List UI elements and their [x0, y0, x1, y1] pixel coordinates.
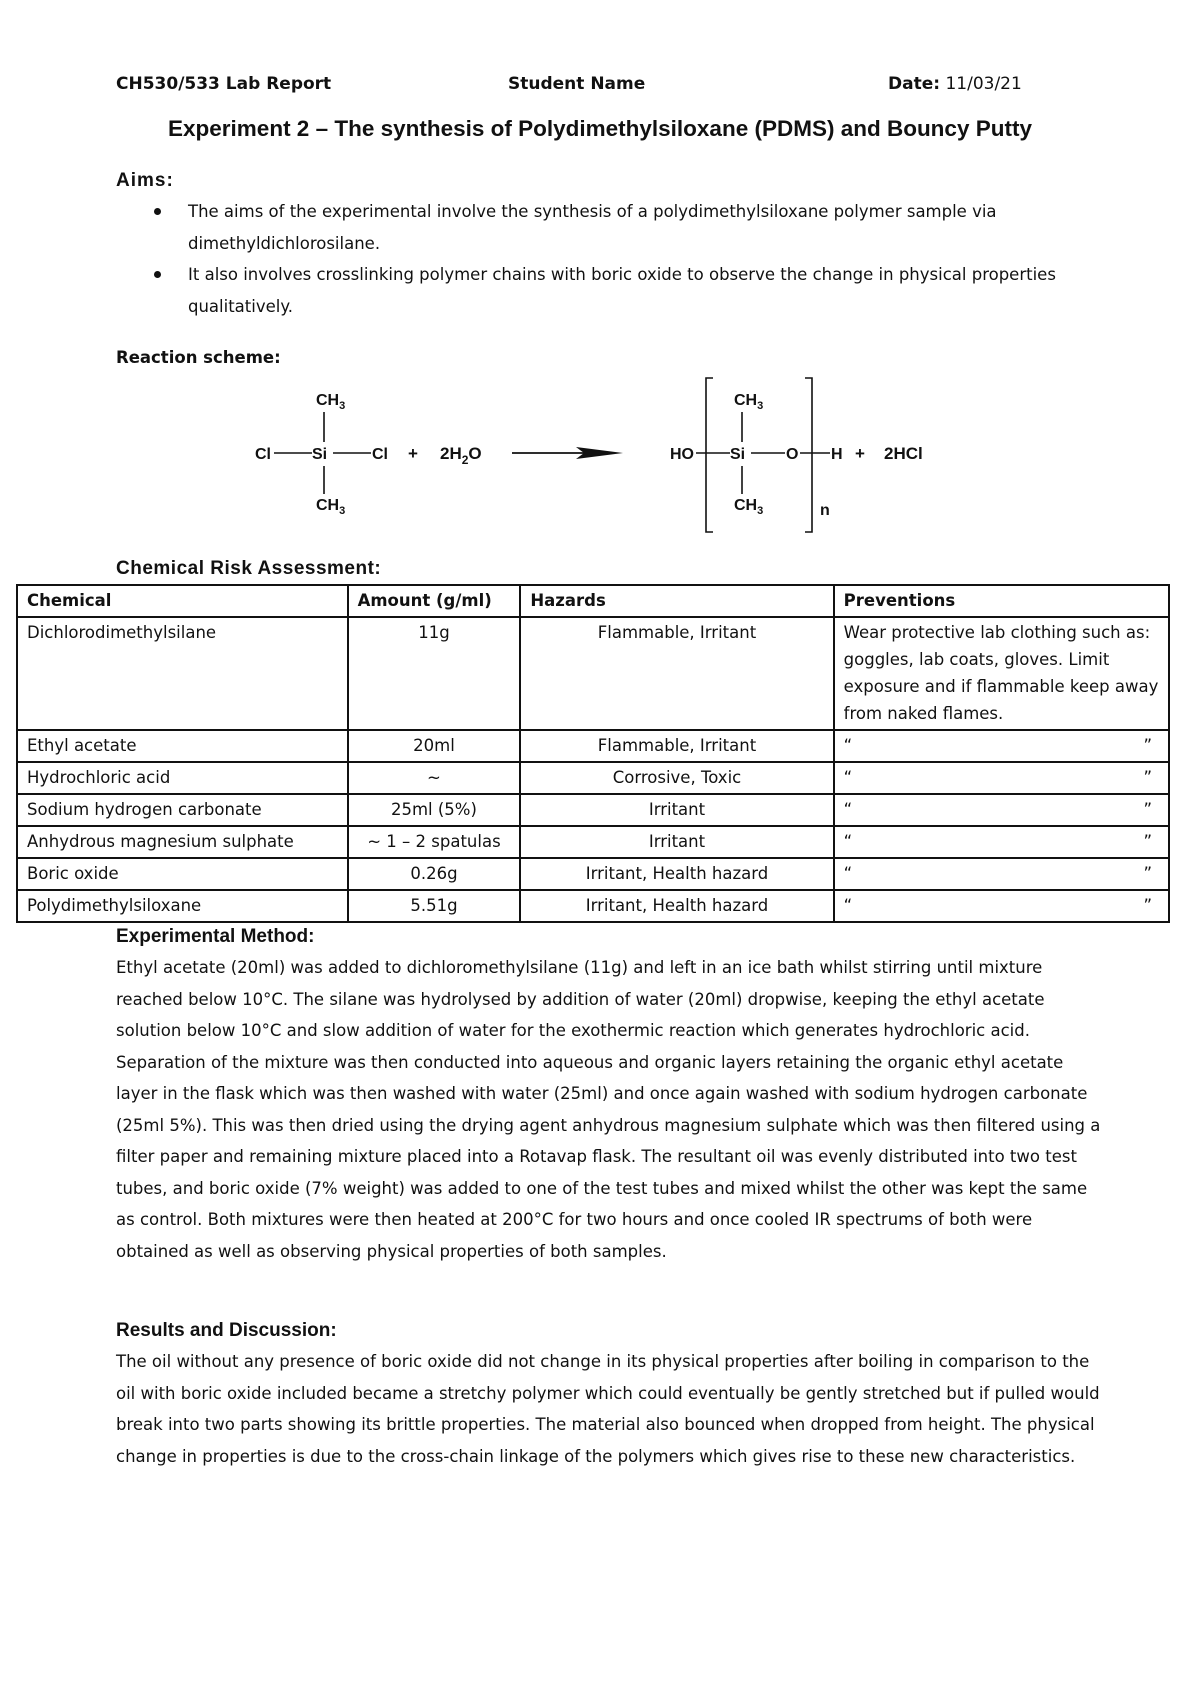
reactant-structure	[255, 392, 388, 517]
prevention-ditto-cell: “ ”	[834, 826, 1169, 858]
hazards-cell: Irritant, Health hazard	[520, 858, 833, 890]
column-header: Chemical	[17, 585, 348, 617]
amount-cell: 11g	[348, 617, 521, 730]
amount-cell: ~ 1 – 2 spatulas	[348, 826, 521, 858]
table-row	[17, 794, 1169, 826]
hazards-cell: Irritant, Health hazard	[520, 890, 833, 922]
water-formula: $2H_2O$	[440, 444, 482, 467]
chemical-cell: Anhydrous magnesium sulphate	[17, 826, 348, 858]
left-bracket	[706, 378, 713, 532]
hydroxyl-end: HO	[670, 446, 694, 463]
table-row	[17, 730, 1169, 762]
table-row	[17, 826, 1169, 858]
report-date: Date: 11/03/21	[888, 74, 1022, 94]
chemical-cell: Polydimethylsiloxane	[17, 890, 348, 922]
hazards-cell: Flammable, Irritant	[520, 617, 833, 730]
bullet-icon	[154, 208, 161, 215]
amount-cell: 20ml	[348, 730, 521, 762]
right-bracket	[805, 378, 812, 532]
table-row	[17, 858, 1169, 890]
table-row	[17, 890, 1169, 922]
hazards-cell: Irritant	[520, 794, 833, 826]
method-heading: Experimental Method:	[116, 926, 315, 947]
chemical-cell: Boric oxide	[17, 858, 348, 890]
hazards-cell: Irritant	[520, 826, 833, 858]
amount-cell: 0.26g	[348, 858, 521, 890]
chlorine-right: Cl	[372, 446, 388, 463]
list-item: The aims of the experimental involve the synthesis of a polydimethylsiloxane polymer sample via dimethyldichlorosilane.	[150, 196, 1110, 259]
hcl-formula: 2HCl	[884, 444, 923, 463]
plus-sign: +	[855, 444, 865, 463]
risk-assessment-heading: Chemical Risk Assessment:	[116, 558, 382, 579]
amount-cell: ~	[348, 762, 521, 794]
results-heading: Results and Discussion:	[116, 1320, 337, 1341]
methyl-bottom: $CH_3$	[734, 497, 764, 517]
chemical-cell: Dichlorodimethylsilane	[17, 617, 348, 730]
list-item: It also involves crosslinking polymer chains with boric oxide to observe the change in physical properties qualitatively.	[150, 259, 1110, 322]
product-structure	[670, 378, 923, 532]
column-header: Amount (g/ml)	[348, 585, 521, 617]
amount-cell: 5.51g	[348, 890, 521, 922]
aims-heading: Aims:	[116, 170, 174, 191]
bullet-icon	[154, 271, 161, 278]
chemical-cell: Hydrochloric acid	[17, 762, 348, 794]
column-header: Hazards	[520, 585, 833, 617]
aims-list	[150, 196, 1110, 322]
risk-assessment-table	[16, 584, 1170, 923]
prevention-ditto-cell: “ ”	[834, 730, 1169, 762]
table-header-row	[17, 585, 1169, 617]
method-paragraph: Ethyl acetate (20ml) was added to dichloromethylsilane (11g) and left in an ice bath whilst stirring until mixture reached below 10°C. The silane was hydrolysed by addition of water (20ml) dropwise, keeping the ethyl acetate solution below 10°C and slow addition of water for the exothermic reaction which generates hydrochloric acid. Separation of the mixture was then conducted into aqueous and organic layers retaining the organic ethyl acetate layer in the flask which was then washed with water (25ml) and once again washed with sodium hydrogen carbonate (25ml 5%). This was then dried using the drying agent anhydrous magnesium sulphate which was then filtered using a filter paper and remaining mixture placed into a Rotavap flask. The resultant oil was evenly distributed into two test tubes, and boric oxide (7% weight) was added to one of the test tubes and mixed whilst the other was kept the same as control. Both mixtures were then heated at 200°C for two hours and once cooled IR spectrums of both were obtained as well as observing physical properties of both samples.	[116, 958, 1101, 1261]
reaction-scheme-diagram	[240, 370, 980, 545]
hazards-cell: Flammable, Irritant	[520, 730, 833, 762]
reaction-arrow	[512, 447, 623, 459]
chemical-cell: Sodium hydrogen carbonate	[17, 794, 348, 826]
hazards-cell: Corrosive, Toxic	[520, 762, 833, 794]
methyl-bottom: $CH_3$	[316, 497, 346, 517]
plus-sign: +	[408, 444, 418, 463]
column-header: Preventions	[834, 585, 1169, 617]
page-title: Experiment 2 – The synthesis of Polydimethylsiloxane (PDMS) and Bouncy Putty	[168, 116, 1032, 141]
table-row	[17, 617, 1169, 730]
course-code: CH530/533 Lab Report	[116, 74, 332, 94]
chlorine-left: Cl	[255, 446, 271, 463]
repeat-count: n	[820, 502, 830, 519]
oxygen-atom: O	[786, 446, 799, 463]
student-name: Student Name	[508, 74, 646, 94]
table-row	[17, 762, 1169, 794]
prevention-ditto-cell: “ ”	[834, 858, 1169, 890]
methyl-top: $CH_3$	[316, 392, 346, 412]
hydrogen-end: H	[831, 446, 843, 463]
results-paragraph: The oil without any presence of boric oxide did not change in its physical properties after boiling in comparison to the oil with boric oxide included became a stretchy polymer which could eventually be gently stretched but if pulled would break into two parts showing its brittle properties. The material also bounced when dropped from height. The physical change in properties is due to the cross-chain linkage of the polymers which gives rise to these new characteristics.	[116, 1352, 1100, 1466]
prevention-cell: Wear protective lab clothing such as: goggles, lab coats, gloves. Limit exposure and if flammable keep away from naked flames.	[834, 617, 1169, 730]
reaction-scheme-heading: Reaction scheme:	[116, 348, 281, 367]
prevention-ditto-cell: “ ”	[834, 794, 1169, 826]
silicon-atom: Si	[312, 446, 328, 463]
methyl-top: $CH_3$	[734, 392, 764, 412]
chemical-cell: Ethyl acetate	[17, 730, 348, 762]
amount-cell: 25ml (5%)	[348, 794, 521, 826]
silicon-atom: Si	[730, 446, 746, 463]
prevention-ditto-cell: “ ”	[834, 762, 1169, 794]
prevention-ditto-cell: “ ”	[834, 890, 1169, 922]
